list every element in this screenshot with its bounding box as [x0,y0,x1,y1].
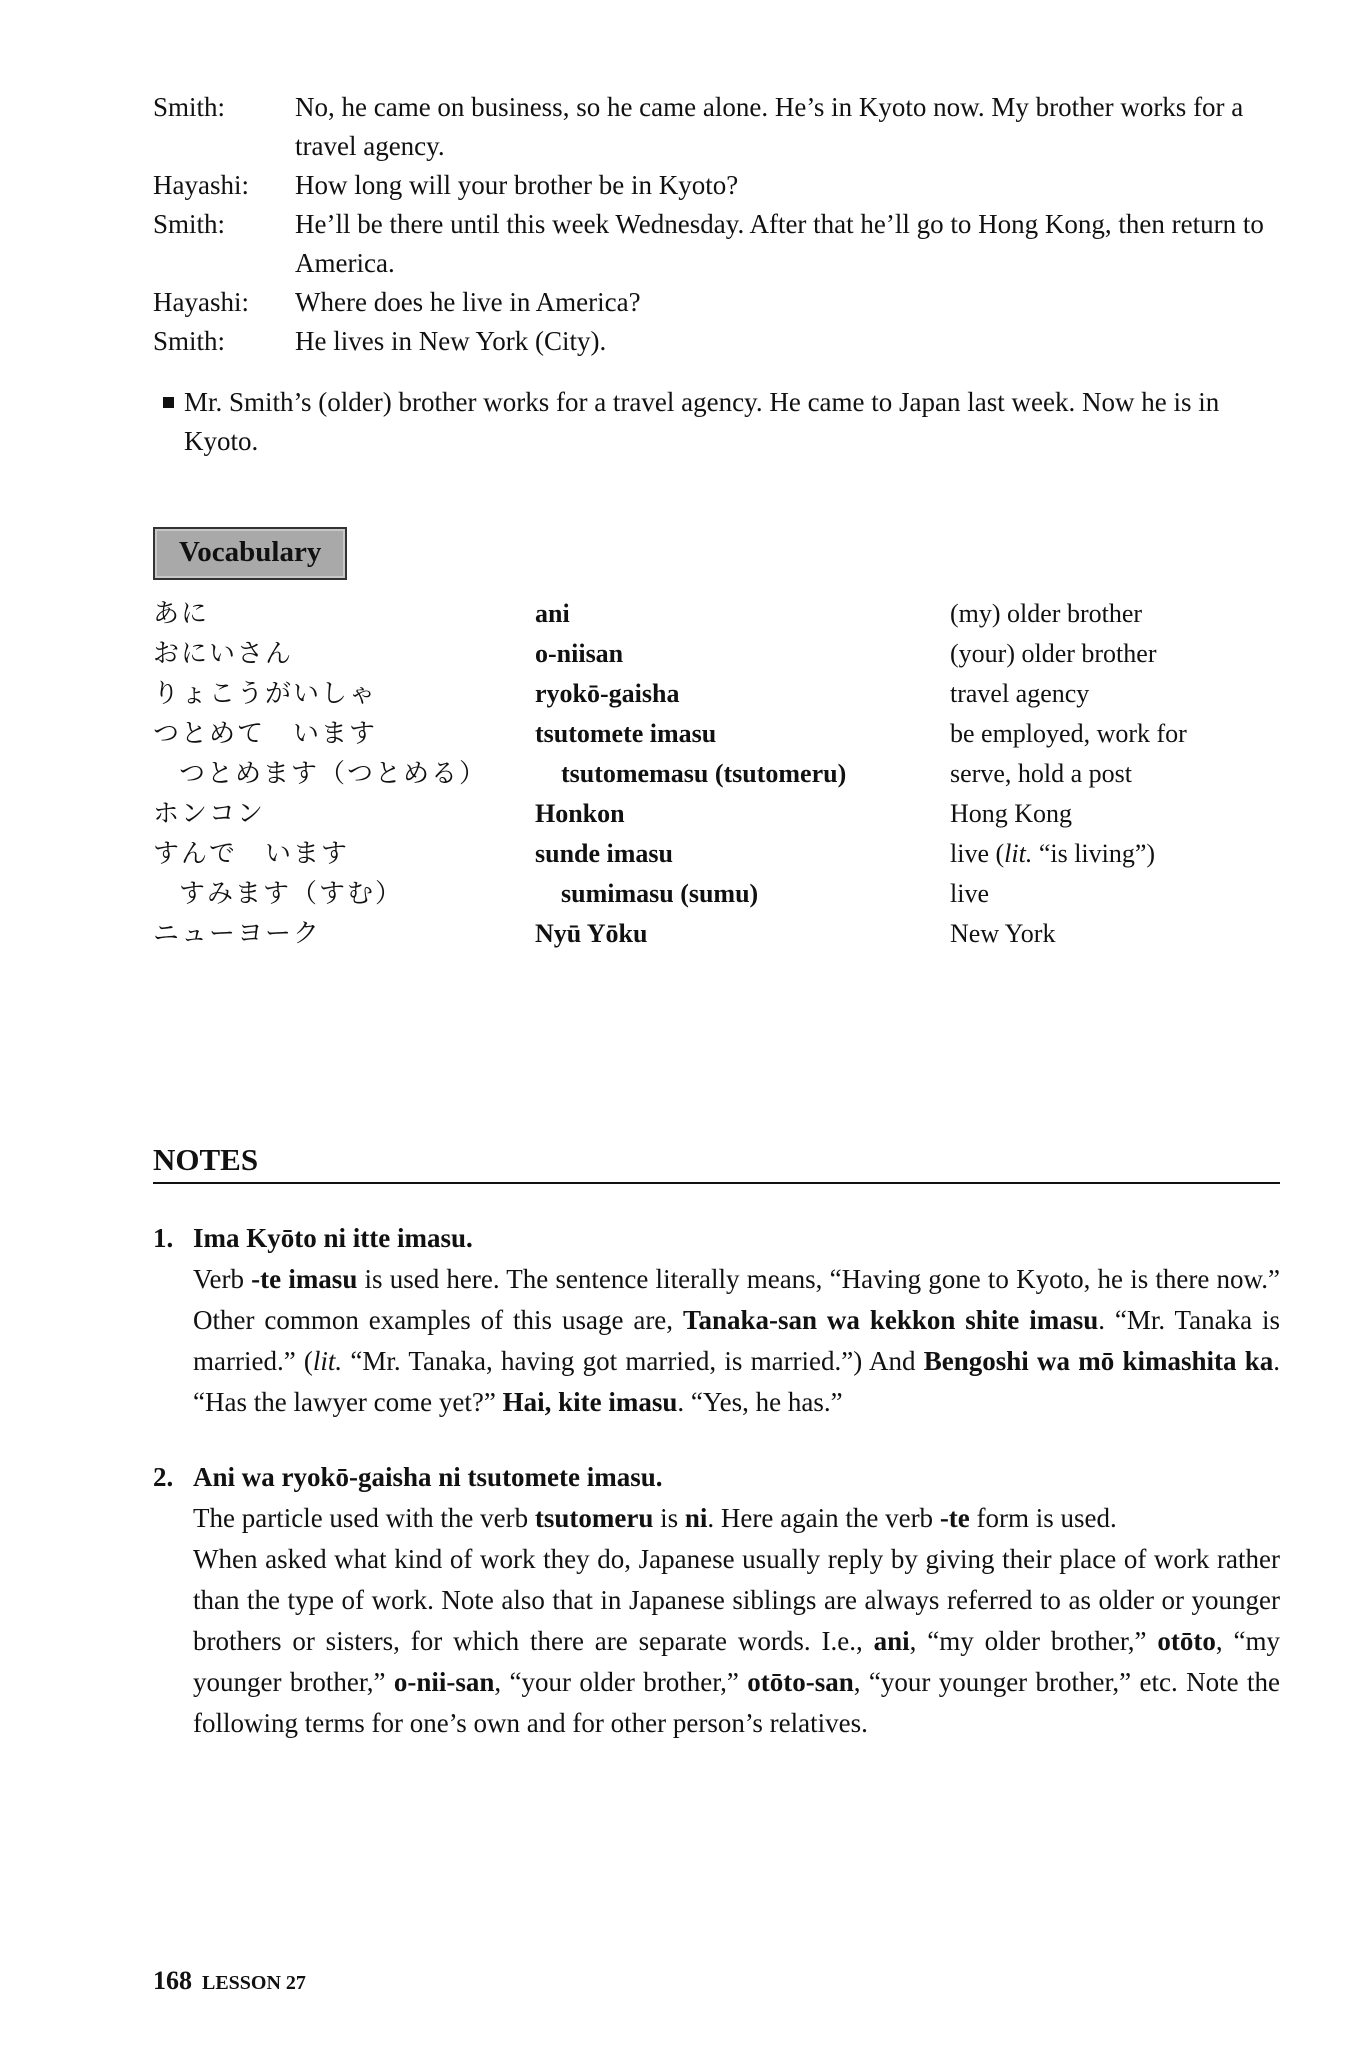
page-number: 168 [153,1966,192,1995]
note-2 [153,1457,1280,1744]
note-bold: ni [684,1503,708,1533]
vocab-japanese: つとめます（つとめる） [179,759,488,789]
note-bold: Hai, kite imasu [502,1387,678,1417]
summary-text: Mr. Smith’s (older) brother works for a travel agency. He came to Japan last week. Now he is in Kyoto. [184,387,1220,456]
vocab-japanese: すんで います [153,839,350,869]
note-title: Ani wa ryokō-gaisha ni tsutomete imasu. [193,1462,663,1492]
vocab-english: travel agency [950,679,1090,708]
vocab-romaji: tsutomemasu (tsutomeru) [561,759,847,788]
dialogue-speaker: Hayashi: [153,287,249,317]
vocab-english: (my) older brother [950,599,1143,628]
dialogue-speaker: Smith: [153,326,226,356]
lesson-label: LESSON 27 [202,1972,306,1994]
note-paragraph [193,1498,1280,1539]
notes-heading: NOTES [153,1140,1280,1184]
dialogue [153,88,1280,361]
vocab-english: be employed, work for [950,719,1187,748]
note-text: . Here again the verb [707,1503,940,1533]
note-bold: -te [939,1503,970,1533]
note-bold: ani [873,1626,910,1656]
note-text: , “my younger brother,” [193,1626,1280,1697]
vocab-english-part: live ( [950,839,1005,868]
note-text: is used here. The sentence literally means, “Having gone to Kyoto, he is there now.” Other common examples of this usage are, [193,1264,1281,1335]
note-text: , “my older brother,” [909,1626,1158,1656]
vocab-english: Hong Kong [950,799,1073,828]
dialogue-line: He’ll be there until this week Wednesday. After that he’ll go to Hong Kong, then return to America. [295,209,1264,278]
note-text: Verb [193,1264,252,1294]
vocab-english: live [950,879,989,908]
vocab-english: New York [950,919,1056,948]
note-text: , “your older brother,” [494,1667,748,1697]
vocab-japanese: りょこうがいしゃ [153,679,378,709]
note-bold: Tanaka-san wa kekkon shite imasu [682,1305,1099,1335]
note-bold: -te imasu [251,1264,358,1294]
note-text: . “Has the lawyer come yet?” [193,1346,1280,1417]
vocab-japanese: ホンコン [153,799,266,829]
vocab-romaji: o-niisan [535,639,624,668]
page-footer [153,1966,306,1996]
square-bullet-icon [163,397,174,408]
page-content [153,88,1280,1744]
note-text: form is used. [969,1503,1117,1533]
dialogue-line: He lives in New York (City). [295,326,607,356]
vocab-romaji: Honkon [535,799,625,828]
vocab-japanese: つとめて います [153,719,378,749]
dialogue-speaker: Hayashi: [153,170,249,200]
note-paragraph [193,1259,1280,1423]
vocab-romaji: Nyū Yōku [535,919,648,948]
note-bold: o-nii-san [393,1667,495,1697]
note-body [193,1218,1280,1423]
vocabulary-header [153,527,1280,580]
summary [153,383,1280,461]
vocab-romaji: ryokō-gaisha [535,679,680,708]
vocab-japanese: ニューヨーク [153,919,322,949]
vocab-japanese: おにいさん [153,639,294,669]
vocab-romaji: ani [535,599,570,628]
dialogue-line: How long will your brother be in Kyoto? [295,170,739,200]
vocab-japanese: すみます（すむ） [179,879,404,909]
note-bold: otōto [1157,1626,1216,1656]
note-1 [153,1218,1280,1423]
dialogue-line: Where does he live in America? [295,287,641,317]
vocabulary-title: Vocabulary [153,527,347,580]
vocab-english: serve, hold a post [950,759,1132,788]
note-bold: Bengoshi wa mō kimashita ka [923,1346,1274,1376]
note-bold: otōto-san [747,1667,854,1697]
dialogue-line: No, he came on business, so he came alone. He’s in Kyoto now. My brother works for a travel agency. [295,92,1244,161]
note-body [193,1457,1280,1744]
note-text: . “Yes, he has.” [677,1387,843,1417]
vocab-romaji: tsutomete imasu [535,719,717,748]
note-number: 2. [153,1462,174,1492]
note-text: is [653,1503,685,1533]
vocab-english [950,834,1280,874]
vocab-english-italic: lit. [1004,839,1033,868]
vocab-english: (your) older brother [950,639,1157,668]
vocab-japanese: あに [153,599,210,629]
note-text: , “your younger brother,” etc. Note the following terms for one’s own and for other person’s relatives. [193,1667,1280,1738]
vocab-romaji: sunde imasu [535,839,673,868]
vocabulary-list [153,594,1280,954]
dialogue-speaker: Smith: [153,92,226,122]
note-text: When asked what kind of work they do, Japanese usually reply by giving their place of work rather than the type of work. Note also that in Japanese siblings are always referred to as older or younger brothers or sisters, for which there are separate words. I.e., [193,1544,1280,1656]
note-number: 1. [153,1223,174,1253]
dialogue-speaker: Smith: [153,209,226,239]
note-text: . “Mr. Tanaka is married.” ( [193,1305,1281,1376]
vocab-romaji: sumimasu (sumu) [561,879,759,908]
note-italic: lit. [312,1346,343,1376]
note-bold: tsutomeru [534,1503,654,1533]
note-text: “Mr. Tanaka, having got married, is married.”) And [342,1346,924,1376]
note-paragraph [193,1539,1280,1744]
note-text: The particle used with the verb [193,1503,535,1533]
note-title: Ima Kyōto ni itte imasu. [193,1223,473,1253]
vocab-english-part: “is living”) [1032,839,1156,868]
